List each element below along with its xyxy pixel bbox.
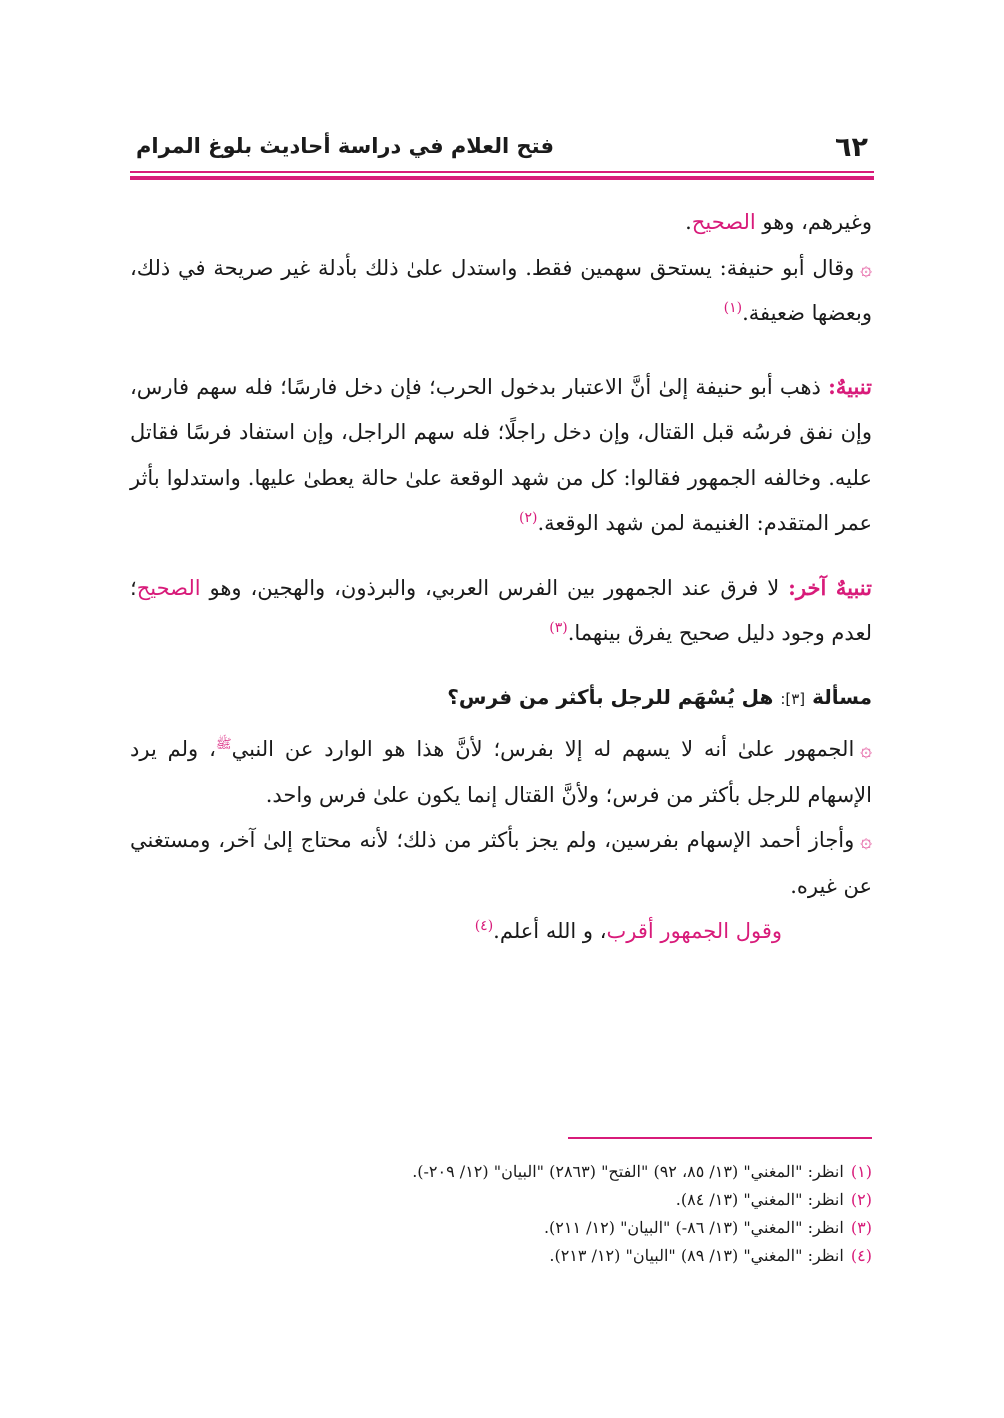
spacer bbox=[130, 547, 872, 565]
issue-label: مسألة bbox=[812, 684, 872, 709]
footnote-4 bbox=[132, 1242, 872, 1270]
book-title: فتح العلام في دراسة أحاديث بلوغ المرام bbox=[136, 134, 554, 158]
paragraph-continuation: وغيرهم، وهو الصحيح. bbox=[685, 210, 872, 234]
paragraph-conclusion: وقول الجمهور أقرب، و الله أعلم.$^{(٤)}$ bbox=[474, 918, 782, 943]
highlight-sahih: الصحيح bbox=[136, 575, 201, 600]
flower-ornament-icon: ۞ bbox=[860, 737, 872, 761]
footnote-ref-4[interactable]: (٤) bbox=[474, 918, 494, 934]
footnote-1 bbox=[132, 1158, 872, 1186]
spacer bbox=[130, 337, 872, 364]
header-rule-thick bbox=[130, 176, 874, 180]
issue-heading bbox=[130, 675, 872, 723]
issue-number: [٣]: bbox=[780, 689, 806, 708]
paragraph-majority: ۞الجمهور علىٰ أنه لا يسهم له إلا بفرس؛ لأنَّ هذا هو الوارد عن النبي$^ﷺ$، ولم يرد الإسهام للرجل بأكثر من فرس؛ ولأنَّ القتال إنما يكون علىٰ فرس واحد. bbox=[130, 737, 872, 807]
conclusion-highlight: وقول الجمهور أقرب bbox=[606, 919, 782, 943]
footnote-number: (١) bbox=[850, 1162, 872, 1181]
footnote-text: انظر: "المغني" (١٣/ ٨٩) "البيان" (١٢/ ٢١٣). bbox=[549, 1246, 844, 1265]
footnote-number: (٣) bbox=[850, 1218, 872, 1237]
footnotes bbox=[132, 1158, 872, 1270]
footnote-ref-2[interactable]: (٢) bbox=[519, 510, 538, 526]
issue-question: هل يُسْهَم للرجل بأكثر من فرس؟ bbox=[447, 684, 774, 709]
footnote-separator bbox=[568, 1137, 872, 1139]
main-text bbox=[130, 200, 872, 955]
note-label: تنبيهٌ آخر: bbox=[788, 574, 872, 600]
paragraph-note-2: تنبيهٌ آخر: لا فرق عند الجمهور بين الفرس العربي، والبرذون، والهجين، وهو الصحيح؛ لعدم وجود دليل صحيح يفرق بينهما.$^{(٣)}$ bbox=[130, 574, 872, 645]
page-number: ٦٢ bbox=[835, 132, 868, 163]
flower-ornament-icon: ۞ bbox=[860, 828, 872, 852]
footnote-text: انظر: "المغني" (١٣/ ٨٤). bbox=[675, 1190, 844, 1209]
salawat-ligature-icon: ﷺ bbox=[215, 737, 232, 752]
paragraph-abu-hanifa: ۞وقال أبو حنيفة: يستحق سهمين فقط. واستدل علىٰ ذلك بأدلة غير صريحة في ذلك، وبعضها ضعيفة.$^{(١)}$ bbox=[130, 255, 872, 325]
highlight-sahih: الصحيح bbox=[691, 210, 756, 234]
flower-ornament-icon: ۞ bbox=[860, 255, 872, 280]
header-rule-thin bbox=[130, 171, 874, 173]
paragraph-ahmad: ۞وأجاز أحمد الإسهام بفرسين، ولم يجز بأكثر من ذلك؛ لأنه محتاج إلىٰ آخر، ومستغني عن غيره. bbox=[130, 828, 872, 898]
footnote-ref-3[interactable]: (٣) bbox=[549, 620, 568, 636]
spacer bbox=[130, 657, 872, 675]
page-header bbox=[130, 128, 874, 168]
footnote-ref-1[interactable]: (١) bbox=[723, 300, 743, 316]
footnote-number: (٤) bbox=[850, 1246, 872, 1265]
paragraph-note-1: تنبيهٌ: ذهب أبو حنيفة إلىٰ أنَّ الاعتبار بدخول الحرب؛ فإن دخل فارسًا؛ فله سهم فارس، وإن نفق فرسُه قبل القتال، وإن دخل راجلًا؛ فله سهم الراجل، وإن استفاد فرسًا فقاتل عليه. وخالفه الجمهور فقالوا: كل من شهد الوقعة علىٰ حالة يعطىٰ عليها. واستدلوا بأثر عمر المتقدم: الغنيمة لمن شهد الوقعة.$^{(٢)}$ bbox=[130, 373, 872, 535]
footnote-number: (٢) bbox=[850, 1190, 872, 1209]
footnote-3 bbox=[132, 1214, 872, 1242]
note-label: تنبيهٌ: bbox=[828, 373, 872, 399]
footnote-2 bbox=[132, 1186, 872, 1214]
footnote-text: انظر: "المغني" (١٣/ ٨٥، ٩٢) "الفتح" (٢٨٦٣) "البيان" (١٢/ ٢٠٩-). bbox=[412, 1162, 844, 1181]
footnote-text: انظر: "المغني" (١٣/ ٨٦-) "البيان" (١٢/ ٢١١). bbox=[543, 1218, 844, 1237]
